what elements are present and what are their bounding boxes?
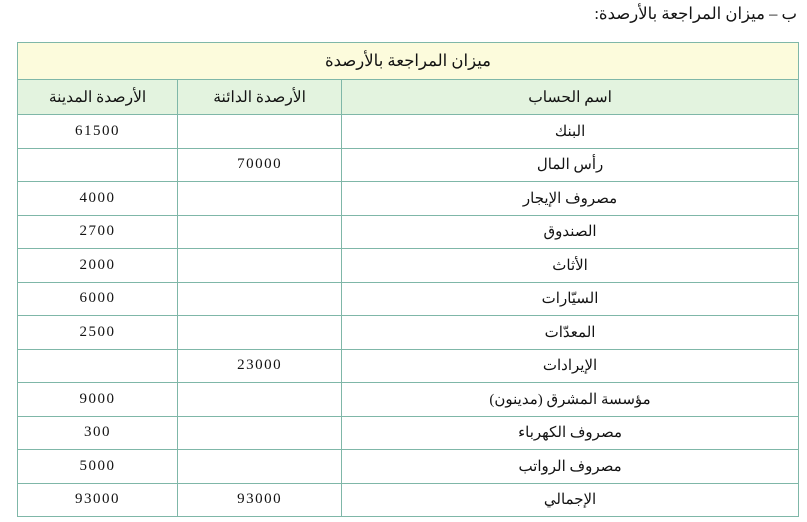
table-row <box>18 282 799 316</box>
cell-debit: 61500 <box>18 115 178 149</box>
cell-debit: 2000 <box>18 249 178 283</box>
table-row <box>18 249 799 283</box>
cell-account-name: مصروف الإيجار <box>342 182 799 216</box>
table-title-row <box>18 43 799 80</box>
table-row <box>18 115 799 149</box>
table-row <box>18 182 799 216</box>
cell-credit <box>178 215 342 249</box>
cell-debit: 9000 <box>18 383 178 417</box>
cell-account-name: مصروف الرواتب <box>342 450 799 484</box>
table-row <box>18 416 799 450</box>
cell-account-name: الإيرادات <box>342 349 799 383</box>
table-row <box>18 316 799 350</box>
cell-credit <box>178 383 342 417</box>
cell-credit <box>178 282 342 316</box>
cell-credit <box>178 416 342 450</box>
table-row <box>18 450 799 484</box>
cell-account-name: المعدّات <box>342 316 799 350</box>
table-row <box>18 383 799 417</box>
column-header-credit-balance: الأرصدة الدائنة <box>178 80 342 115</box>
cell-credit <box>178 249 342 283</box>
cell-total-credit: 93000 <box>178 483 342 517</box>
cell-debit: 2500 <box>18 316 178 350</box>
cell-total-label: الإجمالي <box>342 483 799 517</box>
column-header-debit-balance: الأرصدة المدينة <box>18 80 178 115</box>
section-caption: ب – ميزان المراجعة بالأرصدة: <box>594 4 797 23</box>
cell-debit: 300 <box>18 416 178 450</box>
cell-account-name: رأس المال <box>342 148 799 182</box>
cell-account-name: مصروف الكهرباء <box>342 416 799 450</box>
table-row <box>18 349 799 383</box>
cell-account-name: البنك <box>342 115 799 149</box>
cell-account-name: السيّارات <box>342 282 799 316</box>
cell-account-name: مؤسسة المشرق (مدينون) <box>342 383 799 417</box>
cell-total-debit: 93000 <box>18 483 178 517</box>
cell-credit <box>178 182 342 216</box>
cell-debit: 5000 <box>18 450 178 484</box>
table-row <box>18 148 799 182</box>
cell-credit: 23000 <box>178 349 342 383</box>
table-total-row <box>18 483 799 517</box>
cell-debit: 2700 <box>18 215 178 249</box>
cell-credit <box>178 115 342 149</box>
column-header-account-name: اسم الحساب <box>342 80 799 115</box>
table-row <box>18 215 799 249</box>
cell-account-name: الصندوق <box>342 215 799 249</box>
table-title: ميزان المراجعة بالأرصدة <box>18 43 799 80</box>
cell-debit <box>18 349 178 383</box>
table-header-row <box>18 80 799 115</box>
cell-debit: 6000 <box>18 282 178 316</box>
cell-credit: 70000 <box>178 148 342 182</box>
cell-debit: 4000 <box>18 182 178 216</box>
cell-account-name: الأثاث <box>342 249 799 283</box>
cell-credit <box>178 450 342 484</box>
cell-credit <box>178 316 342 350</box>
trial-balance-table <box>17 42 799 517</box>
cell-debit <box>18 148 178 182</box>
